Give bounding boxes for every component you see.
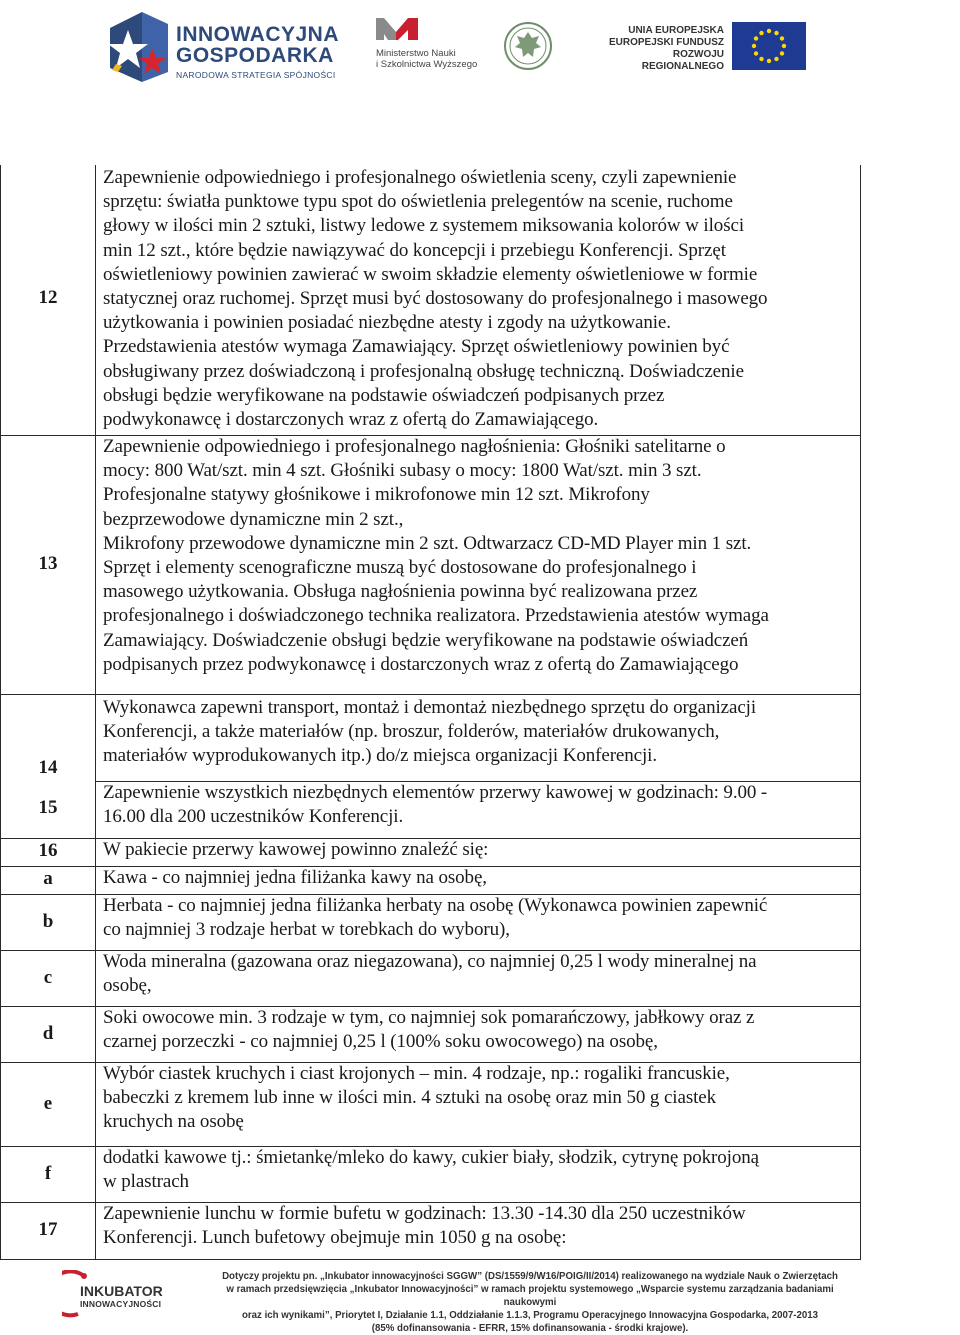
row-text-line: Zapewnienie odpowiedniego i profesjonalnego nagłośnienia: Głośniki satelitarne o [103, 436, 726, 457]
eu-line3: ROZWOJU REGIONALNEGO [641, 49, 724, 72]
inkubator-line1: INKUBATOR [80, 1283, 163, 1299]
funding-note-line: w ramach przedsięwzięcia „Inkubator Innowacyjności” w ramach projektu systemowego „Wsparcie systemu zarządzania badaniami naukowymi [226, 1284, 834, 1308]
row-text-line: Zapewnienie wszystkich niezbędnych elementów przerwy kawowej w godzinach: 9.00 - [103, 782, 768, 803]
row-text-line: Konferencji. Lunch bufetowy obejmuje min 1050 g na osobę: [103, 1227, 567, 1249]
inkubator-logo [62, 1270, 182, 1318]
row-number: a [43, 868, 53, 889]
row-text-line: podpisanych przez podwykonawcę i dostarczonych wraz z ofertą do Zamawiającego [103, 653, 739, 675]
row-text-line: co najmniej 3 rodzaje herbat w torebkach do wyboru), [103, 919, 510, 941]
row-divider [0, 1006, 861, 1007]
row-divider [0, 1062, 861, 1063]
row-text-line: głowy w ilości min 2 sztuki, listwy ledowe z systemem miksowania kolorów w ilości [103, 215, 744, 237]
row-text-line: Wykonawca zapewni transport, montaż i demontaż niezbędnego sprzętu do organizacji [103, 697, 757, 718]
row-text-line: Wybór ciastek kruchych i ciast krojonych – min. 4 rodzaje, np.: rogaliki francuskie, [103, 1063, 730, 1084]
row-text-line: oświetleniowy powinien zawierać w swoim składzie elementy oświetleniowe w formie [103, 263, 758, 285]
funding-note-line: oraz ich wynikami”, Priorytet I, Działanie 1.1, Oddziałanie 1.1.3, Programu Operacyjnego Innowacyjna Gospodarka, 2007-2013 [241, 1310, 819, 1321]
inkubator-wordmark [80, 1284, 163, 1309]
row-text-line: mocy: 800 Wat/szt. min 4 szt. Głośniki subasy o mocy: 1800 Wat/szt. min 3 szt. [103, 460, 702, 482]
row-text-line: 16.00 dla 200 uczestników Konferencji. [103, 806, 404, 828]
row-number: 12 [38, 287, 58, 308]
row-text-line: Zapewnienie odpowiedniego i profesjonalnego oświetlenia sceny, czyli zapewnienie [103, 167, 737, 188]
table-border-right [860, 165, 861, 1259]
table-border-bottom [0, 1259, 861, 1260]
row-text-line: Kawa - co najmniej jedna filiżanka kawy na osobę, [103, 867, 487, 888]
row-text-line: Herbata - co najmniej jedna filiżanka herbaty na osobę (Wykonawca powinien zapewnić [103, 895, 768, 916]
row-divider [0, 838, 861, 839]
row-text-line: Mikrofony przewodowe dynamiczne min 2 szt. Odtwarzacz CD-MD Player min 1 szt. [103, 532, 752, 554]
row-divider [0, 866, 861, 867]
row-text-line: obsługi będzie weryfikowane na podstawie oświadczeń podpisanych przez [103, 384, 665, 406]
row-text-line: bezprzewodowe dynamiczne min 2 szt., [103, 508, 404, 530]
row-divider [0, 950, 861, 951]
ig-line2: GOSPODARKA [176, 44, 334, 67]
row-text-line: statycznej oraz ruchomej. Sprzęt musi być dostosowany do profesjonalnego i masowego [103, 288, 768, 309]
row-text-line: materiałów wyprodukowanych itp.) do/z miejsca organizacji Konferencji. [103, 745, 658, 767]
row-number: b [42, 911, 54, 932]
row-divider [0, 435, 861, 436]
row-number: 15 [38, 797, 58, 818]
row-text-line: Soki owocowe min. 3 rodzaje w tym, co najmniej sok pomarańczowy, jabłkowy oraz z [103, 1007, 755, 1028]
row-number: 17 [38, 1219, 58, 1240]
ministry-line1: Ministerstwo Nauki [376, 48, 456, 59]
row-text-line: W pakiecie przerwy kawowej powinno znaleźć się: [103, 839, 489, 860]
row-text-line: osobę, [103, 975, 152, 997]
project-funding-note [200, 1270, 860, 1335]
row-text-line: podwykonawcę i dostarczonych wraz z ofertą do Zamawiającego. [103, 409, 599, 430]
row-divider [0, 1146, 861, 1147]
row-text-line: min 12 szt., które będzie nawiązywać do koncepcji i przebiegu Konferencji. Sprzęt [103, 239, 726, 261]
row-text-line: w plastrach [103, 1171, 189, 1193]
row-number: d [42, 1023, 54, 1044]
funding-note-line: (85% dofinansowania - EFRR, 15% dofinansowania - środki krajowe). [371, 1323, 689, 1334]
row-divider [0, 694, 861, 695]
row-number: 13 [38, 553, 58, 574]
row-text-line: babeczki z kremem lub inne w ilości min. 4 sztuki na osobę oraz min 50 g ciastek [103, 1087, 717, 1109]
row-text-line: profesjonalnego i doświadczonego technika realizatora. Przedstawienia atestów wymaga [103, 605, 769, 627]
ig-line1: INNOWACYJNA [176, 23, 340, 46]
row-number: 16 [38, 840, 58, 861]
row-text-line: czarnej porzeczki - co najmniej 0,25 l (100% soku owocowego) na osobę, [103, 1031, 658, 1053]
row-text-line: Woda mineralna (gazowana oraz niegazowana), co najmniej 0,25 l wody mineralnej na [103, 951, 757, 972]
row-text-line: obsługiwany przez doświadczoną i profesjonalną obsługę techniczną. Doświadczenie [103, 360, 744, 382]
row-number: c [43, 967, 53, 988]
row-divider [95, 781, 861, 782]
row-text-line: Zapewnienie lunchu w formie bufetu w godzinach: 13.30 -14.30 dla 250 uczestników [103, 1203, 746, 1224]
row-number: 14 [38, 757, 58, 778]
funding-note-line: Dotyczy projektu pn. „Inkubator innowacyjności SGGW” (DS/1559/9/W16/POIG/II/2014) realizowanego na wydziale Nauk o Zwierzętach [222, 1271, 838, 1282]
row-text-line: użytkowania i powinien posiadać niezbędne atesty i zgody na użytkowanie. [103, 312, 671, 334]
row-text-line: kruchych na osobę [103, 1111, 244, 1133]
row-text-line: masowego użytkowania. Obsługa nagłośnienia powinna być realizowana przez [103, 581, 698, 603]
inkubator-line2: INNOWACYJNOŚCI [80, 1299, 162, 1309]
ministry-line2: i Szkolnictwa Wyższego [376, 59, 478, 70]
row-divider [0, 894, 861, 895]
row-divider [0, 1202, 861, 1203]
row-text-line: dodatki kawowe tj.: śmietankę/mleko do kawy, cukier biały, słodzik, cytrynę pokrojoną [103, 1147, 759, 1168]
row-text-line: Zamawiający. Doświadczenie obsługi będzie weryfikowane na podstawie oświadczeń [103, 629, 749, 651]
ig-line3: NARODOWA STRATEGIA SPÓJNOŚCI [176, 70, 336, 80]
row-number: e [43, 1093, 53, 1114]
row-text-line: Profesjonalne statywy głośnikowe i mikrofonowe min 12 szt. Mikrofony [103, 484, 650, 506]
row-text-line: Konferencji, a także materiałów (np. broszur, folderów, materiałów drukowanych, [103, 721, 720, 743]
page-footer [0, 1262, 960, 1334]
row-text-line: sprzętu: światła punktowe typu spot do oświetlenia prelegentów na scenie, ruchome [103, 191, 733, 213]
eu-line2: EUROPEJSKI FUNDUSZ [608, 37, 724, 48]
row-text-line: Przedstawienia atestów wymaga Zamawiający. Sprzęt oświetleniowy powinien być [103, 336, 730, 358]
row-number: f [44, 1163, 52, 1184]
row-text-line: Sprzęt i elementy scenograficzne muszą być dostosowane do profesjonalnego i [103, 557, 697, 578]
eu-line1: UNIA EUROPEJSKA [628, 25, 724, 36]
